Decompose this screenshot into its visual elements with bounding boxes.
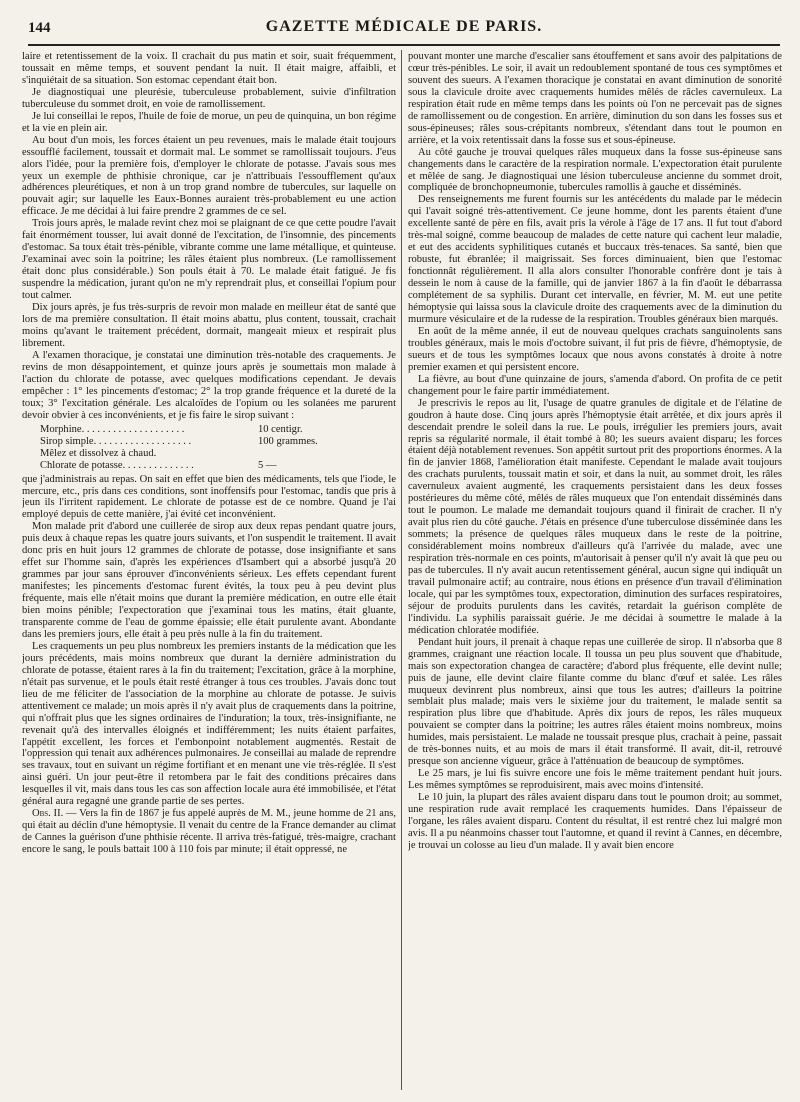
paragraph: Le 10 juin, la plupart des râles avaient disparu dans tout le poumon droit; au sommet, une respiration rude avait remplacé les craquements humides. Dans l'épaisseur de l'organe, les râles avaient disparu. Content du résultat, il est rentré chez lui malgré mon avis. Il a pu néanmoins chasser tout l'automne, et quand il revint à Cannes, en décembre, je trouvai un colosse au lieu d'un malade. Il y avait bien encore (408, 792, 782, 851)
formula-ingredient: Mêlez et dissolvez à chaud. (40, 447, 157, 459)
paragraph: A l'examen thoracique, je constatai une diminution très-notable des craquements. Je revins de mon désappointement, et quinze jours après je soumettais mon malade à l'action du chlorate de potasse, avec quelques modifications cependant. Je devais empêcher : 1° les pincements d'estomac; 2° la trop grande fréquence et la dureté de la toux; 3° l'excitation générale. Les alcaloïdes de l'opium ou les solanées me parurent devoir obvier à ces inconvénients, et je fis faire le sirop suivant : (22, 349, 396, 421)
paragraph: Dix jours après, je fus très-surpris de revoir mon malade en meilleur état de santé que lors de ma première consultation. Il était moins abattu, plus content, toussait, crachait moins qu'avant le traitement précédent, dormait, mangeait mieux et respirait plus librement. (22, 302, 396, 349)
formula-dose: 100 grammes. (258, 435, 318, 447)
paragraph: Des renseignements me furent fournis sur les antécédents du malade par le médecin qui l'avait soigné très-attentivement. Ce jeune homme, dont les parents étaient d'une excellente santé de père en fils, avait pris la vérole à l'âge de 17 ans. Il fut tout d'abord très-mal soigné, comme beaucoup de malades de cette nature qui cachent leur maladie, et eut des accidents syphilitiques cutanés et buccaux très-tenaces. Sa santé, bien que robuste, fut ébranlée; il maigrissait. Ses forces diminuaient, bien que l'estomac fonctionnât régulièrement. Il alla alors consulter l'honorable confrère dont je tais à dessein le nom à cause de la famille, qui de janvier 1867 à la fin d'août le débarrassa complétement de sa syphilis. Durant cet intervalle, en février, M. M. eut une petite hémoptysie qui laissa sous la clavicule droite des craquements avec de la diminution du murmure vésiculaire et de la rudesse de la respiration. Troubles généraux bien marqués. (408, 194, 782, 325)
paragraph: En août de la même année, il eut de nouveau quelques crachats sanguinolents sans troubles généraux, mais le mois d'octobre suivant, il fut pris de fièvre, d'hémoptysie, de sueurs et de tous les symptômes locaux que nous avons constatés à droite à notre premier examen et qui persistent encore. (408, 325, 782, 373)
paragraph: La fièvre, au bout d'une quinzaine de jours, s'amenda d'abord. On profita de ce petit changement pour le faire partir immédiatement. (408, 373, 782, 397)
left-column (22, 51, 396, 1091)
paragraph: que j'administrais au repas. On sait en effet que bien des médicaments, tels que l'iode, le mercure, etc., pris dans ces conditions, sont inoffensifs pour l'estomac, tandis que pris à jeun ils l'irritent rapidement. Le chlorate de potasse est de ce nombre. Quand je l'ai employé depuis de cette manière, j'ai évité cet inconvénient. (22, 473, 396, 521)
paragraph: Au bout d'un mois, les forces étaient un peu revenues, mais le malade était toujours essoufflé facilement, toussait et dormait mal. Le sommet se ramollissait toujours. J'eus alors l'idée, pour la première fois, d'employer le chlorate de potasse. J'avais sous mes yeux un exemple de phthisie chronique, car je n'attribuais l'essoufflement qu'aux adhérences pleurétiques, et non à un trop grand nombre de tubercules, sur laquelle on pouvait agir; sur laquelle les Eaux-Bonnes auraient très-probablement eu une action efficace. Je me décidai à lui faire prendre 2 grammes de ce sel. (22, 134, 396, 218)
formula-row (40, 424, 396, 436)
observation-label: Obs. II. (32, 808, 64, 820)
page-number: 144 (28, 20, 51, 36)
paragraph: Pendant huit jours, il prenait à chaque repas une cuillerée de sirop. Il n'absorba que 8 grammes, craignant une réaction locale. Il toussa un peu plus souvent que d'habitude, mais son expectoration changea de caractère; d'abord plus fréquente, elle devint nulle; puis de jaune, elle devint claire filante comme du blanc d'œuf et salée. Les râles muqueux devinrent plus nombreux, ainsi que tous les autres; d'ailleurs la poitrine semblait plus malade; mais vers le sixième jour du traitement, le malade sentit sa respiration plus libre que d'habitude. Après dix jours de repos, les râles muqueux pouvaient se compter dans la poitrine; les autres râles étaient moins nombreux, moins humides, mais persistaient. Le malade ne toussait presque plus, crachait à peine, passait de très-bonnes nuits, et au mois de mars il était transformé. Il avait, dit-il, retrouvé presque son ancienne vigueur, grâce à l'atténuation de beaucoup de symptômes. (408, 636, 782, 768)
paragraph: Les craquements un peu plus nombreux les premiers instants de la médication que les jours précédents, mais moins nombreux que durant la dernière administration du chlorate de potasse, étaient rares à la fin du traitement; l'excitation, grâce à la morphine, n'était pas survenue, et le pouls était resté étranger à tous ces troubles. J'avais donc tout lieu de me féliciter de l'association de la morphine au chlorate de potasse. Je suivis attentivement ce malade; un mois après il n'y avait plus de craquements dans la poitrine, qui n'offrait plus que les signes ordinaires de l'induration; la toux, très-insignifiante, ne revenait qu'à des intervalles éloignés et indifféremment; les nuits étaient parfaites, l'appétit excellent, les forces et l'embonpoint notablement augmentés. Restait de l'oppression qui tenait aux adhérences pulmonaires. Je conseillai au malade de reprendre ses travaux, tout en suivant un régime fortifiant et en menant une vie très-réglée. Il s'est ainsi guéri. Un jour peut-être il retombera par le fait des conditions précaires dans lesquelles il vit, mais dans tous les cas son affection locale aura été immobilisée, et l'état général aura regagné une grande partie de ses pertes. (22, 640, 396, 808)
formula-dose: 5 — (258, 459, 277, 471)
paragraph: Mon malade prit d'abord une cuillerée de sirop aux deux repas pendant quatre jours, puis deux à chaque repas les quatre jours suivants, et l'on suspendit le traitement. Il avait donc pris en huit jours 12 grammes de chlorate de potasse, dose insignifiante et sans effet sur l'homme sain, d'après les expériences d'Isambert qui a absorbé jusqu'à 20 grammes par jour sans éprouver d'inconvénients sérieux. Les effets cependant furent manifestes; les pincements d'estomac furent évités, la toux peu à peu devint plus fréquente, mais elle n'était moins que durant la première médication, en outre elle était bien moins pénible; l'expectoration que j'examinai tous les matins, était gluante, transparente comme de l'eau de gomme épaissie; elle était purulente avant. Abondante dans les premiers jours, elle était à peu près nulle à la fin du traitement. (22, 521, 396, 640)
paragraph: Je prescrivis le repos au lit, l'usage de quatre granules de digitale et de l'élatine de goudron à haute dose. Cinq jours après l'hémoptysie était arrêtée, et dix jours après il descendait prendre le soleil dans la rue. Le pouls, irrégulier les premiers jours, avait repris sa régularité normale, il était tombé à 80; les sueurs avaient disparu; les forces étaient déjà notablement revenues. Son appétit surtout prit des proportions énormes. A la fin de janvier 1868, l'amélioration était manifeste. Cependant le malade avait toujours des crachats purulents, toussait matin et soir, et dans la nuit, au sommet droit, les râles cavernuleux avaient augmenté, les craquements persistaient dans les deux fosses postérieures du même côté, mêlés de râles muqueux que l'on entendait disséminés dans tout le poumon. Le malade me demandait toujours quand il finirait de cracher. Il n'y avait plus rien du côté gauche. J'étais en présence d'une tuberculose disséminée dans les sommets; la présence de quelques râles muqueux dans le reste de la poitrine, considérablement moins nombreux d'ailleurs qu'à l'arrivée du malade, avec une respiration très-normale en ces points, m'autorisait à penser qu'il n'y avait là que peu ou pas de tubercules. Il n'y avait aucun retentissement général, aucun signe qui indiquât un travail pulmonaire actif; au contraire, nous étions en présence d'un travail d'élimination locale, qui par les symptômes toux, expectoration, diminution des surfaces respiratoires, séjour de produits purulents dans les cavités, retardait la guérison complète de l'individu. La syphilis paraissait guérie. Je me décidai à soumettre le malade à la médication chloratée modifiée. (408, 397, 782, 636)
paragraph: pouvant monter une marche d'escalier sans étouffement et sans avoir des palpitations de cœur très-pénibles. Le soir, il avait un redoublement spontané de tous ces symptômes et souvent des sueurs. A l'examen thoracique je constatai en avant diminution de sonorité sous la clavicule droite avec craquements humides mêlés de râcles cavernuleux. La respiration était rude en même temps dans les points où l'on ne percevait pas de signes de ramollissement ou de congestion. En arrière, diminution du son dans les fosses sus et sous-épineuses; râles sous-crépitants nombreux, s'étendant dans tout le poumon en arrière, et la voix retentissait dans la fosse sus et sous-épineuse. (408, 51, 782, 146)
paragraph: laire et retentissement de la voix. Il crachait du pus matin et soir, suait fréquemment, toussait en même temps, et souvent pendant la nuit. Il était maigre, affaibli, et s'inquiétait de sa situation. Son estomac cependant était bon. (22, 51, 396, 86)
formula-ingredient: Sirop simple. . . . . . . . . . . . . . . . . . . (40, 435, 192, 447)
formula-dose: 10 centigr. (258, 423, 303, 435)
formula-row (40, 436, 396, 448)
paragraph: Au côté gauche je trouvai quelques râles muqueux dans la fosse sus-épineuse sans changements dans le caractère de la respiration normale. L'expectoration était purulente et mêlée de sang. Je diagnostiquai une lésion tuberculeuse ancienne du sommet droit, compliquée de bronchopneumonie, tubercules ramollis à gauche et disséminés. (408, 146, 782, 194)
formula-ingredient: Chlorate de potasse. . . . . . . . . . . . . . (40, 459, 194, 471)
page-header (28, 14, 780, 44)
right-column (408, 51, 782, 1091)
formula-row (40, 460, 396, 472)
observation-text: — Vers la fin de 1867 je fus appelé auprès de M. M., jeune homme de 21 ans, qui était au déclin d'une hémoptysie. Il venait du centre de la France demander au climat de Cannes la guérison d'une phthisie récente. Il arriva très-fatigué, très-maigre, crachant encore le sang, le pouls battait 100 à 110 fois par minute; il était oppressé, ne (22, 808, 396, 856)
paragraph: Trois jours après, le malade revint chez moi se plaignant de ce que cette poudre l'avait fait énormément tousser, lui avait donné de l'excitation, de l'insomnie, des pincements d'estomac. Sa toux était très-pénible, vibrante comme une lame métallique, et quinteuse. J'examinai avec soin la poitrine; les râles étaient plus nombreux. (Le ramollissement était donc plus considérable.) Son pouls était à 70. Le malade était fatigué. Je fis suspendre la médication, jurant qu'on ne m'y reprendrait plus, et conseillai l'opium pour tout calmer. (22, 218, 396, 302)
observation-paragraph (22, 808, 396, 856)
column-divider (401, 50, 402, 1090)
prescription-formula (40, 424, 396, 472)
header-rule (28, 44, 780, 46)
paragraph: Je lui conseillai le repos, l'huile de foie de morue, un peu de quinquina, un bon régime et la vie en plein air. (22, 110, 396, 134)
paragraph: Je diagnostiquai une pleurésie, tuberculeuse probablement, suivie d'infiltration tuberculeuse du sommet droit, en voie de ramollissement. (22, 86, 396, 110)
journal-title: GAZETTE MÉDICALE DE PARIS. (265, 18, 543, 35)
paragraph: Le 25 mars, je lui fis suivre encore une fois le même traitement pendant huit jours. Les mêmes symptômes se reproduisirent, mais avec moins d'intensité. (408, 768, 782, 792)
formula-row (40, 448, 396, 460)
formula-ingredient: Morphine. . . . . . . . . . . . . . . . . . . . (40, 423, 185, 435)
